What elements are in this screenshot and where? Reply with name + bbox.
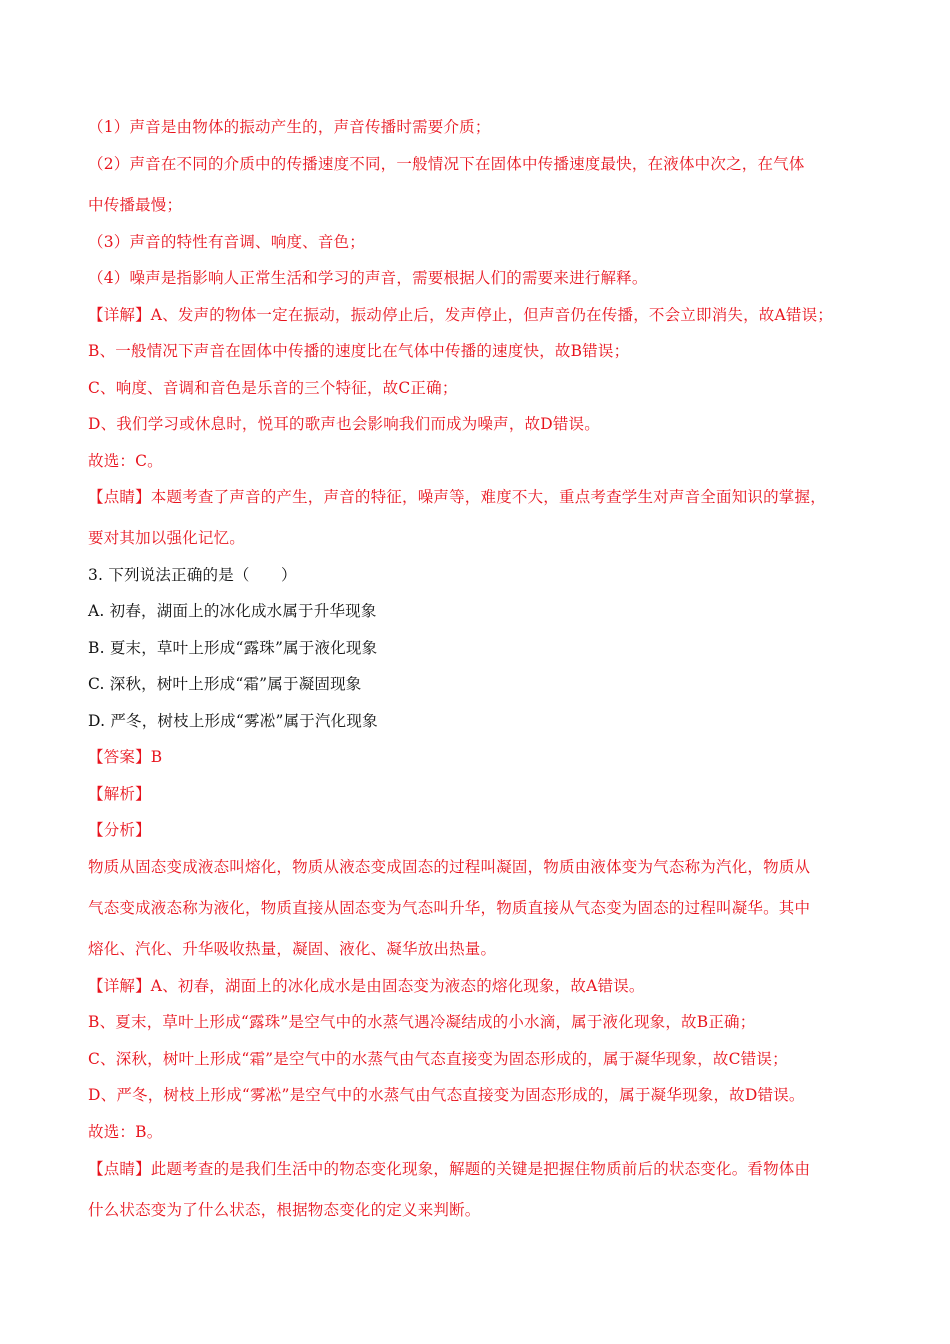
q2-detail-b: B、一般情况下声音在固体中传播的速度比在气体中传播的速度快，故B错误； <box>88 342 630 360</box>
q3-stem: 3. 下列说法正确的是（ ） <box>88 566 297 584</box>
q3-option-b: B. 夏末，草叶上形成“露珠”属于液化现象 <box>88 639 378 657</box>
q3-detail-c: C、深秋，树叶上形成“霜”是空气中的水蒸气由气态直接变为固态形成的，属于凝华现象，故C错误； <box>88 1050 788 1068</box>
q2-detail-a: 【详解】A、发声的物体一定在振动，振动停止后，发声停止，但声音仍在传播，不会立即消失，故A错误； <box>88 306 833 324</box>
q3-comment-cont: 什么状态变为了什么状态，根据物态变化的定义来判断。 <box>88 1201 481 1219</box>
q3-option-d: D. 严冬，树枝上形成“雾凇”属于汽化现象 <box>88 712 378 730</box>
analysis-point-4: （4）噪声是指影响人正常生活和学习的声音，需要根据人们的需要来进行解释。 <box>88 269 648 287</box>
q3-detail-a: 【详解】A、初春，湖面上的冰化成水是由固态变为液态的熔化现象，故A错误。 <box>88 977 645 995</box>
q3-option-c: C. 深秋，树叶上形成“霜”属于凝固现象 <box>88 675 362 693</box>
analysis-point-3: （3）声音的特性有音调、响度、音色； <box>88 233 365 251</box>
q3-analysis-line-3: 熔化、汽化、升华吸收热量，凝固、液化、凝华放出热量。 <box>88 940 497 958</box>
q3-comment: 【点睛】此题考查的是我们生活中的物态变化现象，解题的关键是把握住物质前后的状态变化。看物体由 <box>88 1160 811 1178</box>
q3-analysis-line-2: 气态变成液态称为液化，物质直接从固态变为气态叫升华，物质直接从气态变为固态的过程叫凝华。其中 <box>88 899 811 917</box>
q3-option-a: A. 初春，湖面上的冰化成水属于升华现象 <box>88 602 377 620</box>
q2-detail-c: C、响度、音调和音色是乐音的三个特征，故C正确； <box>88 379 458 397</box>
q2-comment-cont: 要对其加以强化记忆。 <box>88 529 246 547</box>
q3-detail-d: D、严冬，树枝上形成“雾凇”是空气中的水蒸气由气态直接变为固态形成的，属于凝华现象，故D错误。 <box>88 1086 805 1104</box>
q3-analysis-heading: 【分析】 <box>88 821 151 839</box>
q2-detail-d: D、我们学习或休息时，悦耳的歌声也会影响我们而成为噪声，故D错误。 <box>88 415 600 433</box>
analysis-point-2: （2）声音在不同的介质中的传播速度不同，一般情况下在固体中传播速度最快，在液体中次之，在气体 <box>88 155 805 173</box>
q3-detail-b: B、夏末，草叶上形成“露珠”是空气中的水蒸气遇冷凝结成的小水滴，属于液化现象，故B正确； <box>88 1013 756 1031</box>
q3-analysis-line-1: 物质从固态变成液态叫熔化，物质从液态变成固态的过程叫凝固，物质由液体变为气态称为汽化，物质从 <box>88 858 811 876</box>
q3-choice: 故选：B。 <box>88 1123 163 1141</box>
q3-answer: 【答案】B <box>88 748 163 766</box>
q2-comment: 【点睛】本题考查了声音的产生，声音的特征，噪声等，难度不大，重点考查学生对声音全面知识的掌握， <box>88 488 826 506</box>
analysis-point-2-cont: 中传播最慢； <box>88 196 183 214</box>
q2-choice: 故选：C。 <box>88 452 163 470</box>
q3-solution-heading: 【解析】 <box>88 785 151 803</box>
analysis-point-1: （1）声音是由物体的振动产生的，声音传播时需要介质； <box>88 118 491 136</box>
